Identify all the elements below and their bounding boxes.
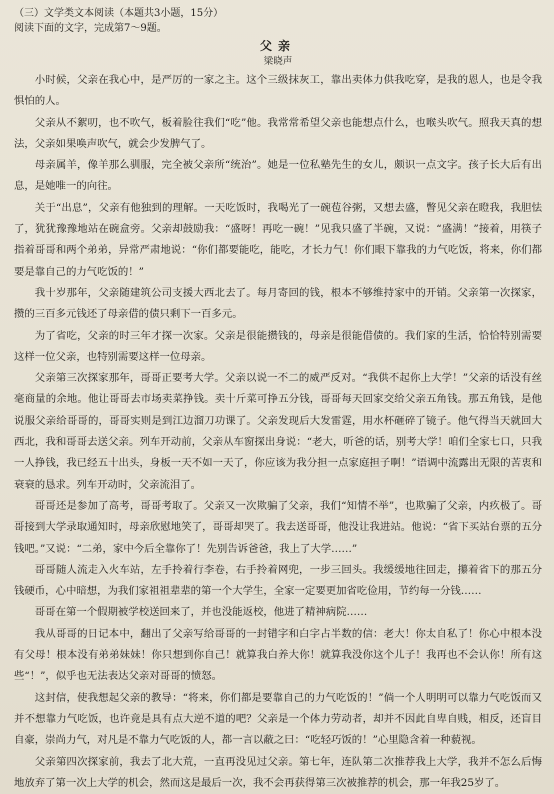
article-title: 父亲 — [259, 39, 296, 53]
paragraph-11: 我从哥哥的日记本中，翻出了父亲写给哥哥的一封错字和白字占半数的信：老大！你太自私了！你心中根本没有父母！根本没有弟弟妹妹！你只想到你自己！就算我白养大你！就算我没你这个儿子！我再也不会认你！所有这些“！”，似乎也无法表达父亲对哥哥的愤怒。 — [14, 627, 542, 683]
paragraph-12: 这封信，使我想起父亲的教导：“将来，你们都是要靠自己的力气吃饭的！”倘一个人明明可以靠力气吃饭而又并不想靠力气吃饭，也许竟是具有点大逆不道的吧？父亲是一个体力劳动者，却并不因此自卑自贱，相反，还盲目自豪，崇尚力气，对凡是不靠力气吃饭的人，都一言以蔽之曰：“吃轻巧饭的！”心里隐含着一种藐视。 — [14, 691, 542, 747]
paragraph-5: 我十岁那年，父亲随建筑公司支援大西北去了。每月寄回的钱，根本不够维持家中的开销。父亲第一次探家，攒的三百多元钱还了母亲借的债只剩下一百多元。 — [14, 286, 542, 321]
paragraph-10: 哥哥在第一个假期被学校送回来了，并也没能返校，他进了精神病院…… — [34, 606, 368, 619]
paragraph-4: 关于“出息”，父亲有他独到的理解。一天吃饭时，我喝光了一碗苞谷粥，又想去盛，瞥见父亲在瞪我，我胆怯了，犹犹豫豫地站在碗盒旁。父亲却鼓励我：“盛呀！再吃一碗！”见我只盛了半碗，又说：“盛满！”接着，用筷子指着哥哥和两个弟弟，异常严肃地说：“你们都要能吃，能吃，才长力气！你们眼下靠我的力气吃饭，将来，你们都要是靠自己的力气吃饭的！” — [14, 201, 542, 278]
paragraph-6: 为了省吃，父亲的时三年才探一次家。父亲是很能攒钱的，母亲是很能借债的。我们家的生活，恰恰特别需要这样一位父亲，也特别需要这样一位母亲。 — [14, 329, 542, 363]
paragraph-8: 哥哥还是参加了高考，哥哥考取了。父亲又一次欺骗了父亲，我们“知情不举”，也欺骗了父亲，内疚极了。哥哥接到大学录取通知时，母亲欣慰地笑了，哥哥却哭了。我去送哥哥，他没让我进站。他说：“省下买站台票的五分钱吧。”又说：“二弟，家中今后全靠你了！先别告诉爸爸，我上了大学……” — [14, 499, 542, 555]
paragraph-3: 母亲属羊，像羊那么驯服，完全被父亲所“统治”。她是一位私塾先生的女儿，颇识一点文字。孩子长大后有出息，是她唯一的向往。 — [14, 159, 542, 193]
article-author: 梁晓声 — [263, 56, 293, 67]
paragraph-9: 哥哥随人流走入火车站，左手拎着行李卷，右手拎着网兜，一步三回头。我缓缓地往回走，攥着省下的那五分钱硬币，心中暗想，为我们家祖祖辈辈的第一个大学生，全家一定要更加省吃俭用，节约每一分钱…… — [14, 563, 542, 598]
paragraph-7: 父亲第三次探家那年，哥哥正要考大学。父亲以说一不二的威严反对。“我供不起你上大学！”父亲的话没有丝毫商量的余地。他让哥哥去市场卖菜挣钱。卖十斤菜可挣五分钱，哥哥每天回家交给父亲五角钱。那五角钱，是他说服父亲给哥哥的，哥哥实则是到江边溜刀功课了。父亲发现后大发雷霆，用水杯砸碎了镜子。他气得当天就回大西北，我和哥哥去送父亲。列车开动前，父亲从车窗探出身说：“老大，听爸的话，别考大学！咱们全家七口，只我一人挣钱，我已经五十出头，身板一天不如一天了，你应该为我分担一点家庭担子啊！”语调中流露出无限的苦衷和衰衰的恳求。列车开动时，父亲流泪了。 — [14, 372, 542, 491]
paragraph-2: 父亲从不絮叨，也不吹气，板着脸往我们“吃”他。我常常希望父亲也能想点什么，也喉头吹气。照我天真的想法，父亲如果唤声吹气，就会少发脾气了。 — [14, 116, 542, 150]
section-heading: （三）文学类文本阅读（本题共3小题，15分） — [14, 8, 224, 19]
reading-instruction: 阅读下面的文字，完成第7～9题。 — [14, 23, 167, 34]
paragraph-13: 父亲第四次探家前，我去了北大荒，一直再没见过父亲。第七年，连队第二次推荐我上大学，我并不怎么后悔地放弃了第一次上大学的机会，然而这是最后一次，我不会再获得第三次被推荐的机会，那一年我25岁了。 — [14, 755, 542, 789]
paragraph-1: 小时候，父亲在我心中，是严厉的一家之主。这个三级抹灰工，靠出卖体力供我吃穿，是我的恩人，也是令我惧怕的人。 — [14, 74, 542, 108]
article-body — [14, 70, 542, 794]
